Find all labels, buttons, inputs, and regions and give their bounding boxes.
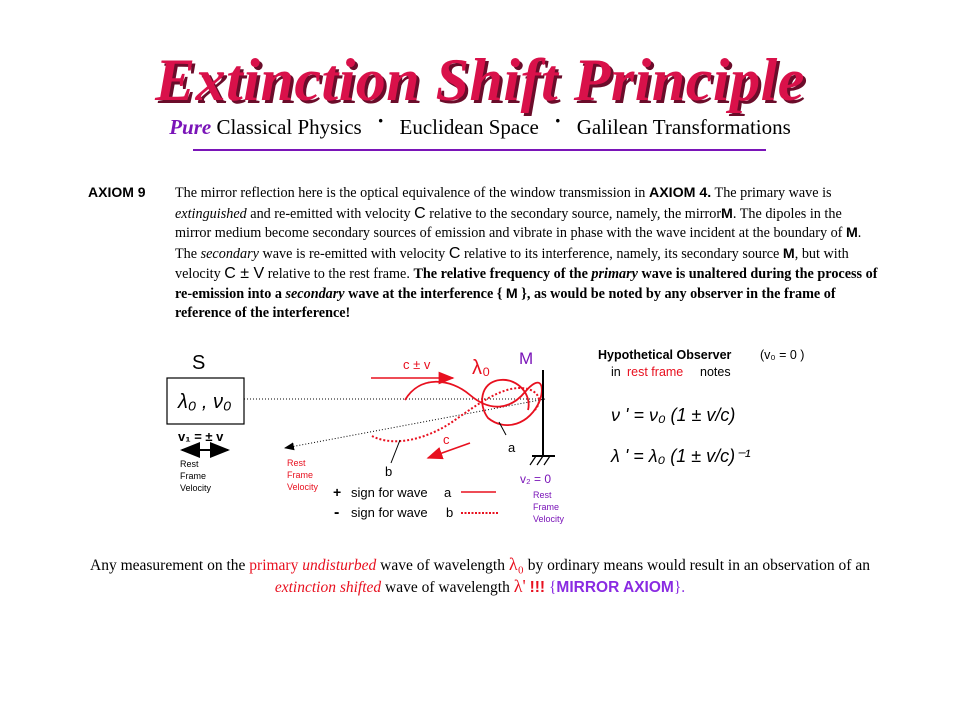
symbol-m: M (782, 245, 795, 262)
wave-b (372, 388, 539, 441)
axiom-text: secondary (200, 245, 259, 262)
rest-frame-mirror: Rest (533, 490, 552, 500)
conclusion-brace: { (548, 579, 557, 596)
equation-frequency: ν ' = ν₀ (1 ± v/c) (611, 405, 736, 425)
wave-a (405, 380, 542, 425)
conclusion-text: wave of wavelength (385, 579, 510, 596)
legend-text: sign for wave (351, 505, 428, 520)
axiom-text: . The dipoles in the mirror medium become secondary sources of emission and vibrate in phase with the wave incident at the boundary of (175, 205, 843, 241)
axiom-text: extinguished (175, 205, 247, 222)
equation-wavelength: λ ' = λ₀ (1 ± v/c)⁻¹ (611, 446, 751, 466)
rest-frame-label: Velocity (180, 483, 212, 493)
wave-a-label: a (508, 440, 516, 455)
ground-hatch (544, 456, 550, 465)
rest-frame-red: Frame (287, 470, 314, 480)
axiom-text: The primary wave is (714, 185, 832, 201)
symbol-m: M (505, 285, 518, 302)
conclusion-undisturbed: undisturbed (302, 557, 377, 574)
conclusion-primary: primary (249, 557, 299, 574)
axiom-label: AXIOM 9 (88, 184, 146, 200)
axiom-text: . (857, 225, 862, 241)
observer-rest-frame: rest frame (627, 365, 684, 379)
b-pointer (391, 440, 400, 463)
symbol-c-pm-v: C ± V (224, 265, 265, 282)
axiom-text: relative to the secondary source, namely, the mirror (429, 205, 722, 222)
subtitle-pure: Pure (169, 115, 212, 139)
symbol-c: C (448, 244, 461, 262)
rest-frame-mirror: Velocity (533, 514, 565, 524)
observer-line2: notes (700, 365, 731, 379)
symbol-m: M (845, 225, 858, 241)
v2-label: v₂ = 0 (520, 472, 552, 486)
axiom-bold-text: wave is unaltered during the process of re-emission into a (175, 266, 878, 302)
plus-sign: + (333, 484, 342, 500)
separator-dot: · (376, 108, 385, 133)
axiom-ref: AXIOM 4. (648, 185, 712, 201)
source-lambda-nu: λ₀ , ν₀ (178, 391, 232, 413)
conclusion-lambda0: λ₀ (508, 554, 524, 574)
rest-frame-red: Velocity (287, 482, 319, 492)
symbol-m: M (721, 205, 733, 222)
subtitle-euclidean: Euclidean Space (399, 115, 539, 139)
axiom-text: wave is re-emitted with velocity (262, 245, 446, 262)
axiom-bold-text: The relative frequency of the (413, 266, 588, 282)
axiom-bold-text: wave at the interference { (348, 285, 503, 302)
axiom-text: The mirror reflection here is the optical equivalence of the window transmission in (175, 185, 646, 201)
wave-b-label: b (385, 464, 393, 479)
subtitle-classical: Classical Physics (216, 115, 362, 139)
observer-v0: (v₀ = 0 ) (760, 348, 805, 362)
axiom-text: , but with velocity (175, 245, 849, 282)
minus-sign: - (334, 504, 340, 521)
mirror-label: M (519, 349, 534, 368)
conclusion-text: by ordinary means would result in an observation of an (527, 557, 870, 574)
source-label: S (192, 352, 206, 374)
legend-wave-b: b (446, 505, 454, 520)
ground-hatch (530, 456, 536, 465)
separator-dot: · (554, 108, 562, 133)
axiom-text: The (175, 245, 198, 262)
axiom-text: relative to its interference, namely, its secondary source (463, 245, 780, 262)
observer-line2: in (611, 365, 621, 379)
conclusion-text: Any measurement on the (90, 557, 246, 574)
conclusion-exclaim: !!! (529, 579, 546, 596)
rest-frame-mirror: Frame (533, 502, 560, 512)
axiom-bold-text: primary (591, 266, 638, 282)
page-title: Extinction Shift Principle (155, 47, 805, 113)
rest-frame-label: Frame (180, 471, 207, 481)
ground-hatch (537, 456, 543, 465)
c-label: c (443, 432, 450, 447)
symbol-c: C (414, 204, 426, 222)
a-pointer (499, 422, 506, 435)
v1-label: v₁ = ± v (178, 429, 224, 444)
axiom-text: relative to the rest frame. (267, 266, 410, 282)
conclusion-lambda-prime: λ' (513, 576, 526, 596)
conclusion-brace: }. (673, 579, 686, 596)
axiom-bold-text: }, as would be noted by any observer in the frame of reference of the interference! (175, 285, 836, 321)
rest-frame-label: Rest (180, 459, 199, 469)
subtitle-galilean: Galilean Transformations (576, 115, 791, 139)
c-pm-v-label: c ± v (403, 357, 431, 372)
legend-wave-a: a (444, 485, 452, 500)
legend-text: sign for wave (351, 485, 428, 500)
conclusion-extinction-shifted: extinction shifted (274, 579, 382, 596)
conclusion-text: wave of wavelength (380, 557, 505, 574)
axiom-bold-text: secondary (285, 285, 345, 302)
conclusion-text (80, 554, 880, 598)
lambda0-label: λ₀ (472, 357, 491, 379)
conclusion-mirror-axiom: MIRROR AXIOM (556, 579, 674, 596)
axiom-text: and re-emitted with velocity (250, 205, 411, 222)
rest-frame-red: Rest (287, 458, 306, 468)
observer-title: Hypothetical Observer (598, 348, 732, 362)
